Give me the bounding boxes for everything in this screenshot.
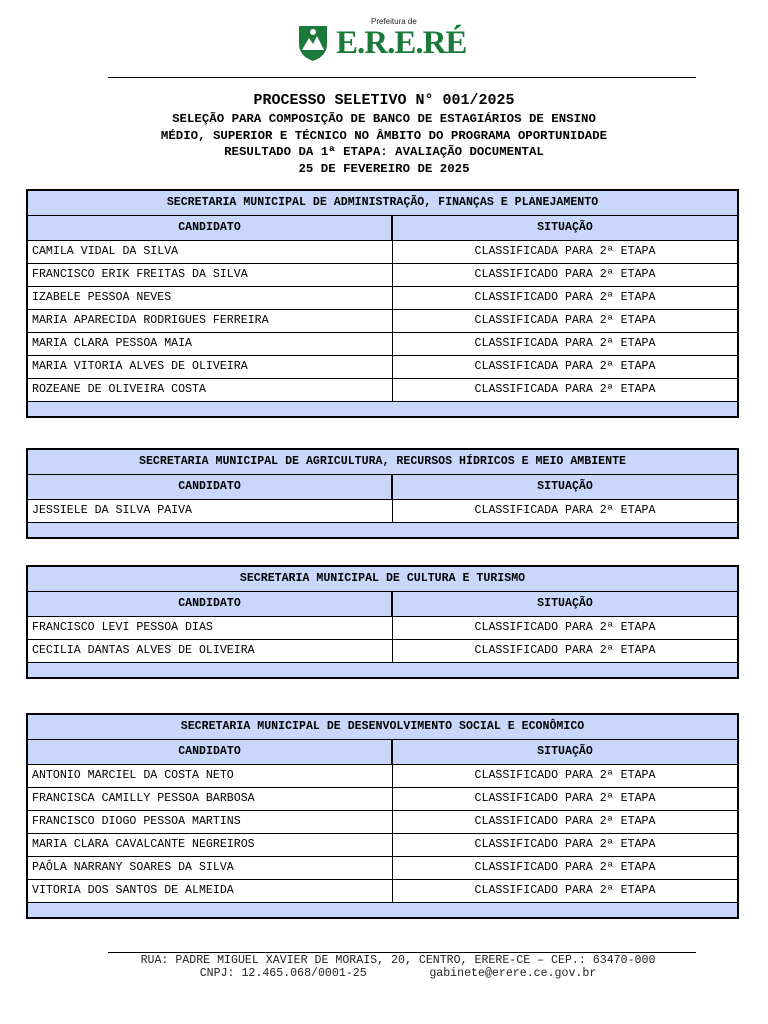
- candidate-status: CLASSIFICADA PARA 2ª ETAPA: [474, 504, 656, 517]
- column-header-status: SITUAÇÃO: [537, 745, 593, 758]
- candidate-name: FRANCISCA CAMILLY PESSOA BARBOSA: [28, 788, 393, 810]
- candidate-status: CLASSIFICADA PARA 2ª ETAPA: [474, 383, 656, 396]
- table-footer-band: [28, 402, 737, 416]
- candidate-name: FRANCISCO ERIK FREITAS DA SILVA: [28, 264, 393, 286]
- results-table: [26, 565, 739, 679]
- candidate-name: IZABELE PESSOA NEVES: [28, 287, 393, 309]
- candidate-name: ROZEANE DE OLIVEIRA COSTA: [28, 379, 393, 401]
- section-title: SECRETARIA MUNICIPAL DE ADMINISTRAÇÃO, FINANÇAS E PLANEJAMENTO: [28, 191, 737, 216]
- header-divider: [108, 77, 696, 78]
- candidate-name: FRANCISCO DIOGO PESSOA MARTINS: [28, 811, 393, 833]
- results-table: [26, 189, 739, 418]
- column-header-status: SITUAÇÃO: [537, 221, 593, 234]
- table-footer-band: [28, 523, 737, 537]
- subtitle-line: SELEÇÃO PARA COMPOSIÇÃO DE BANCO DE ESTAGIÁRIOS DE ENSINO: [172, 112, 596, 126]
- footer-divider: [108, 952, 696, 953]
- table-footer-band: [28, 903, 737, 917]
- candidate-status: CLASSIFICADO PARA 2ª ETAPA: [474, 291, 656, 304]
- candidate-status: CLASSIFICADA PARA 2ª ETAPA: [474, 314, 656, 327]
- column-header-candidate: CANDIDATO: [28, 592, 393, 616]
- candidate-name: CECILIA DANTAS ALVES DE OLIVEIRA: [28, 640, 393, 662]
- table-row: [28, 617, 737, 640]
- document-title: PROCESSO SELETIVO N° 001/2025: [253, 92, 515, 109]
- candidate-name: MARIA VITORIA ALVES DE OLIVEIRA: [28, 356, 393, 378]
- candidate-status: CLASSIFICADO PARA 2ª ETAPA: [474, 792, 656, 805]
- column-header-candidate: CANDIDATO: [28, 475, 393, 499]
- table-row: [28, 880, 737, 903]
- table-row: [28, 500, 737, 523]
- footer-email: gabinete@erere.ce.gov.br: [429, 967, 597, 980]
- table-footer-band: [28, 663, 737, 677]
- column-header-status: SITUAÇÃO: [537, 597, 593, 610]
- logo-subtitle: Prefeitura de: [371, 17, 417, 26]
- candidate-name: MARIA CLARA PESSOA MAIA: [28, 333, 393, 355]
- footer-address: RUA: PADRE MIGUEL XAVIER DE MORAIS, 20, CENTRO, ERERE-CE – CEP.: 63470-000: [140, 954, 656, 967]
- candidate-name: MARIA APARECIDA RODRIGUES FERREIRA: [28, 310, 393, 332]
- document-subtitle: [0, 111, 768, 177]
- table-row: [28, 241, 737, 264]
- table-row: [28, 264, 737, 287]
- table-header: [28, 216, 737, 241]
- candidate-name: CAMILA VIDAL DA SILVA: [28, 241, 393, 263]
- table-row: [28, 857, 737, 880]
- table-row: [28, 333, 737, 356]
- results-table: [26, 713, 739, 919]
- table-row: [28, 640, 737, 663]
- column-header-candidate: CANDIDATO: [28, 216, 393, 240]
- section-title: SECRETARIA MUNICIPAL DE DESENVOLVIMENTO SOCIAL E ECONÔMICO: [28, 715, 737, 740]
- subtitle-line: MÉDIO, SUPERIOR E TÉCNICO NO ÂMBITO DO PROGRAMA OPORTUNIDADE: [160, 128, 608, 143]
- table-row: [28, 287, 737, 310]
- subtitle-line: RESULTADO DA 1ª ETAPA: AVALIAÇÃO DOCUMENTAL: [224, 145, 544, 160]
- candidate-status: CLASSIFICADO PARA 2ª ETAPA: [474, 644, 656, 657]
- table-row: [28, 765, 737, 788]
- section-title: SECRETARIA MUNICIPAL DE CULTURA E TURISMO: [28, 567, 737, 592]
- table-row: [28, 788, 737, 811]
- candidate-status: CLASSIFICADO PARA 2ª ETAPA: [474, 861, 656, 874]
- candidate-name: ANTONIO MARCIEL DA COSTA NETO: [28, 765, 393, 787]
- subtitle-line: 25 DE FEVEREIRO DE 2025: [298, 161, 470, 176]
- candidate-status: CLASSIFICADO PARA 2ª ETAPA: [474, 815, 656, 828]
- table-row: [28, 834, 737, 857]
- table-header: [28, 475, 737, 500]
- candidate-name: VITORIA DOS SANTOS DE ALMEIDA: [28, 880, 393, 902]
- candidate-name: PAÔLA NARRANY SOARES DA SILVA: [28, 857, 393, 879]
- column-header-candidate: CANDIDATO: [28, 740, 393, 764]
- candidate-status: CLASSIFICADO PARA 2ª ETAPA: [474, 621, 656, 634]
- column-header-status: SITUAÇÃO: [537, 480, 593, 493]
- candidate-status: CLASSIFICADA PARA 2ª ETAPA: [474, 245, 656, 258]
- candidate-status: CLASSIFICADO PARA 2ª ETAPA: [474, 884, 656, 897]
- table-row: [28, 356, 737, 379]
- table-header: [28, 592, 737, 617]
- table-row: [28, 379, 737, 402]
- table-header: [28, 740, 737, 765]
- table-row: [28, 310, 737, 333]
- candidate-name: FRANCISCO LEVI PESSOA DIAS: [28, 617, 393, 639]
- table-row: [28, 811, 737, 834]
- footer-contact: [14, 967, 768, 980]
- candidate-name: JESSIELE DA SILVA PAIVA: [28, 500, 393, 522]
- results-table: [26, 448, 739, 539]
- candidate-status: CLASSIFICADA PARA 2ª ETAPA: [474, 360, 656, 373]
- section-title: SECRETARIA MUNICIPAL DE AGRICULTURA, RECURSOS HÍDRICOS E MEIO AMBIENTE: [28, 450, 737, 475]
- prefeitura-logo: [296, 14, 466, 64]
- shield-icon: [296, 22, 330, 62]
- candidate-status: CLASSIFICADA PARA 2ª ETAPA: [474, 337, 656, 350]
- candidate-name: MARIA CLARA CAVALCANTE NEGREIROS: [28, 834, 393, 856]
- logo-name: E.R.E.RÉ: [336, 25, 467, 61]
- candidate-status: CLASSIFICADO PARA 2ª ETAPA: [474, 838, 656, 851]
- footer-cnpj: CNPJ: 12.465.068/0001-25: [199, 967, 367, 980]
- candidate-status: CLASSIFICADO PARA 2ª ETAPA: [474, 268, 656, 281]
- candidate-status: CLASSIFICADO PARA 2ª ETAPA: [474, 769, 656, 782]
